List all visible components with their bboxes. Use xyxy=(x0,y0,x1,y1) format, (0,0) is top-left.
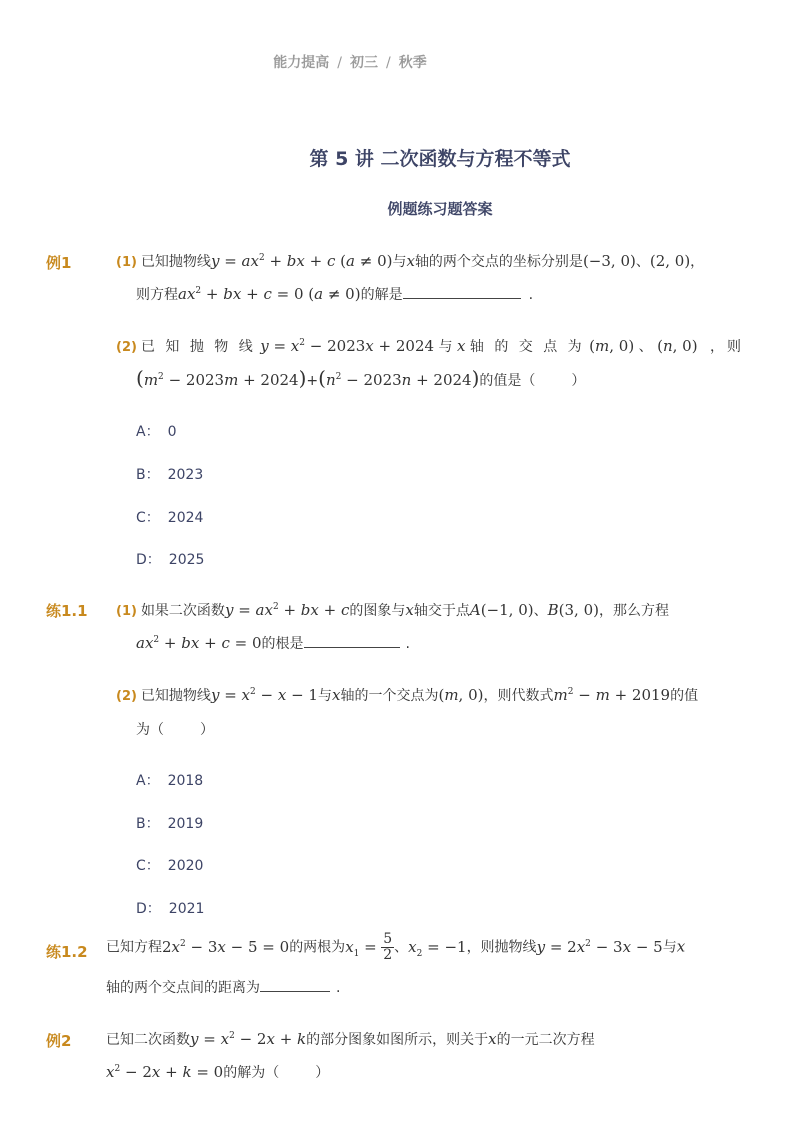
answer-blank[interactable] xyxy=(304,635,400,648)
option-c[interactable]: C： 2020 xyxy=(136,858,204,874)
math-expression: $ax^2$ + bx + c = 0 xyxy=(136,634,262,652)
ex2-line1: 已知二次函数$y = x^2 - 2x + k$的部分图象如图所示，则关于x的一元二次方程 xyxy=(106,1030,595,1048)
math-expression: $y = x^2 - 2023x + 2024$ xyxy=(260,337,435,355)
math-expression: $y = 2x^2 - 3x - 5$ xyxy=(536,937,663,956)
math-expression: $x^2 - 2x + k = 0$ xyxy=(106,1063,224,1081)
option-a[interactable]: A： 2018 xyxy=(136,773,204,789)
part-number: (1) xyxy=(116,255,137,270)
pr11-part1-line2: $ax^2$ + bx + c = 0的根是 . xyxy=(136,634,410,652)
breadcrumb-item[interactable]: 能力提高 xyxy=(273,55,330,71)
option-d[interactable]: D： 2025 xyxy=(136,552,205,568)
option-b[interactable]: B： 2019 xyxy=(136,816,204,832)
ex2-line2: $x^2 - 2x + k = 0$的解为（ ） xyxy=(106,1063,330,1081)
page-subtitle: 例题练习题答案 xyxy=(387,200,493,218)
answer-blank[interactable] xyxy=(260,979,330,992)
math-expression: $y = x^2 - 2x + k$ xyxy=(190,1030,307,1048)
math-expression: $y = ax^2$ + bx + c (a ≠ 0) xyxy=(210,252,393,270)
example-label: 例2 xyxy=(46,1032,72,1050)
answer-blank[interactable] xyxy=(403,286,521,299)
page-title: 第 5 讲 二次函数与方程不等式 xyxy=(309,148,571,170)
pr12-line1: 已知方程$2x^2 - 3x - 5 = 0$的两根为$x_1$ = $\frac{5}{2}$ 、$x_2 = -1$，则抛物线$y = 2x^2 - 3x - 5$与x xyxy=(106,931,686,963)
pr11-part2-line2: 为（ ） xyxy=(136,722,214,738)
ex1-part1-line1: (1) 已知抛物线$y = ax^2$ + bx + c (a ≠ 0)与x轴的两个交点的坐标分别是(−3, 0)、(2, 0)， xyxy=(116,252,705,270)
breadcrumb-item[interactable]: 初三 xyxy=(350,55,378,71)
ex1-part2-line1: (2) 已 知 抛 物 线 $y = x^2 - 2023x + 2024$ 与 x 轴 的 交 点 为 (m, 0) 、 (n, 0) ，则 xyxy=(116,337,744,355)
math-expression: $(m^2 - 2023m + 2024)$ xyxy=(136,366,307,390)
practice-label: 练1.2 xyxy=(46,943,88,961)
math-expression: $2x^2 - 3x - 5 = 0$ xyxy=(162,937,290,956)
breadcrumb xyxy=(0,52,700,72)
breadcrumb-separator: / xyxy=(337,55,342,71)
math-expression: $m^2 - m + 2019$ xyxy=(553,686,671,704)
pr12-line2: 轴的两个交点间的距离为 . xyxy=(106,980,341,996)
breadcrumb-separator: / xyxy=(386,55,391,71)
ex1-part2-line2: $(m^2 - 2023m + 2024)+(n^2 - 2023n + 2024)$的值是（ ） xyxy=(136,366,586,390)
math-expression: $(n^2 - 2023n + 2024)$ xyxy=(318,366,480,390)
option-c[interactable]: C： 2024 xyxy=(136,510,204,526)
example-label: 例1 xyxy=(46,254,72,272)
practice-label: 练1.1 xyxy=(46,602,88,620)
breadcrumb-item[interactable]: 秋季 xyxy=(398,55,427,71)
pr11-part1-line1: (1) 如果二次函数$y = ax^2$ + bx + c的图象与x轴交于点A(−1, 0)、B(3, 0)，那么方程 xyxy=(116,601,669,619)
part-number: (2) xyxy=(116,340,137,355)
part-number: (1) xyxy=(116,604,137,619)
math-expression: $ax^2$ + bx + c = 0 (a ≠ 0) xyxy=(178,285,361,303)
math-expression: $y = ax^2$ + bx + c xyxy=(224,601,350,619)
part-number: (2) xyxy=(116,689,137,704)
option-d[interactable]: D： 2021 xyxy=(136,901,205,917)
fraction: $\frac{5}{2}$ xyxy=(383,931,393,963)
pr11-part2-line1: (2) 已知抛物线$y = x^2 - x - 1$与x轴的一个交点为(m, 0)，则代数式$m^2 - m + 2019$的值 xyxy=(116,686,699,704)
option-a[interactable]: A： 0 xyxy=(136,424,177,440)
ex1-part1-line2: 则方程$ax^2$ + bx + c = 0 (a ≠ 0)的解是 . xyxy=(136,285,534,303)
math-expression: $y = x^2 - x - 1$ xyxy=(210,686,318,704)
option-b[interactable]: B： 2023 xyxy=(136,467,204,483)
